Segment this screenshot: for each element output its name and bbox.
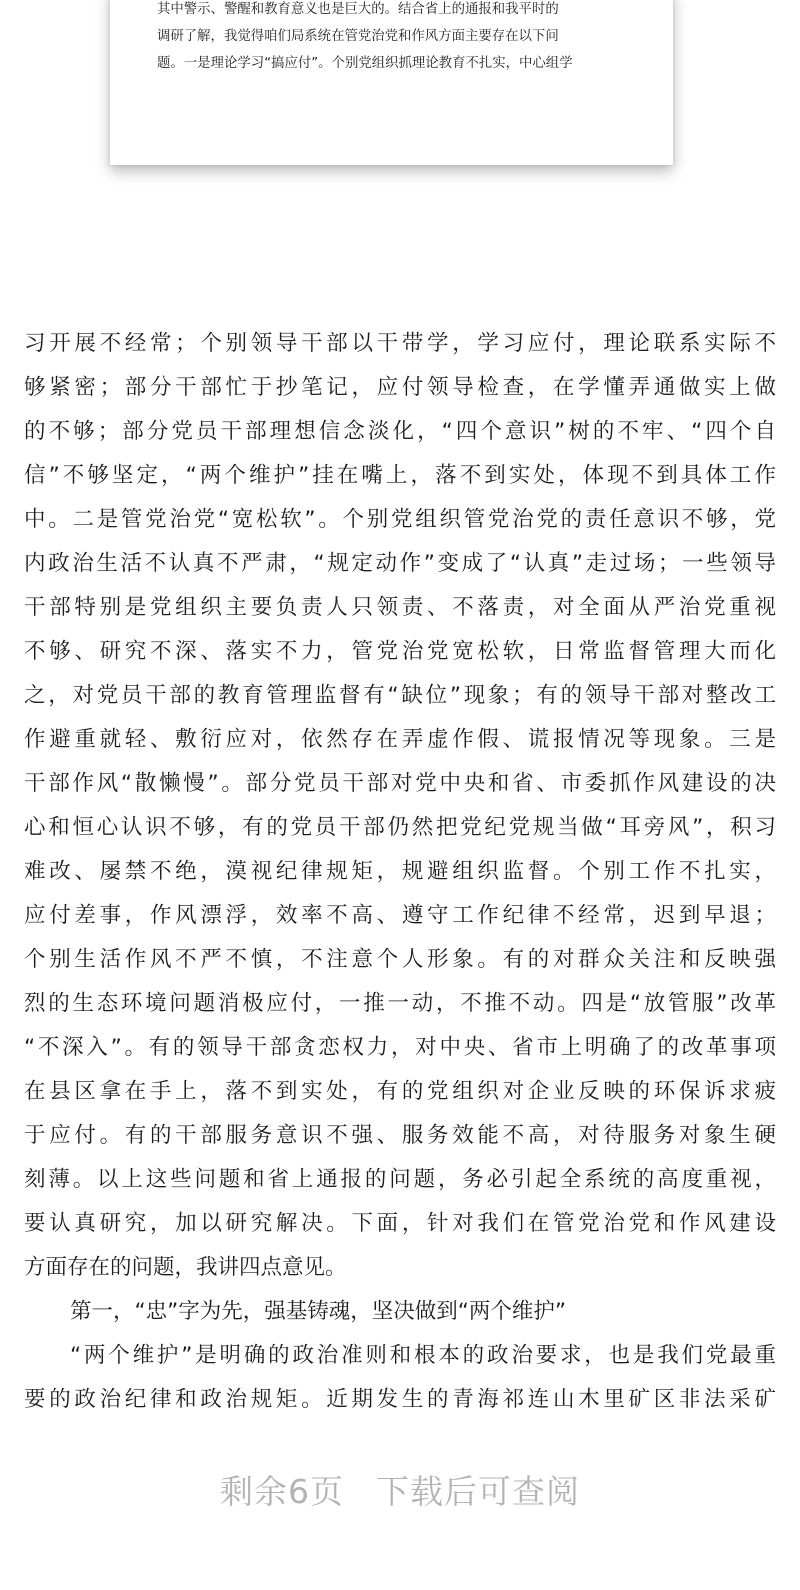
body-line: 在县区拿在手上，落不到实处，有的党组织对企业反映的环保诉求疲 bbox=[24, 1079, 776, 1104]
body-line: 刻薄。以上这些问题和省上通报的问题，务必引起全系统的高度重视， bbox=[24, 1167, 776, 1192]
preview-page-card bbox=[110, 0, 673, 165]
preview-line: 其中警示、警醒和教育意义也是巨大的。结合省上的通报和我平时的 bbox=[157, 2, 559, 17]
body-line: 于应付。有的干部服务意识不强、服务效能不高，对待服务对象生硬 bbox=[24, 1123, 776, 1148]
body-line: 应付差事，作风漂浮，效率不高、遵守工作纪律不经常，迟到早退； bbox=[24, 903, 776, 928]
body-line: 要的政治纪律和政治规矩。近期发生的青海祁连山木里矿区非法采矿 bbox=[24, 1387, 776, 1412]
preview-line: 题。一是理论学习“搞应付”。个别党组织抓理论教育不扎实，中心组学 bbox=[157, 56, 573, 71]
body-line: 内政治生活不认真不严肃，“规定动作”变成了“认真”走过场；一些领导 bbox=[24, 551, 776, 576]
body-line: “不深入”。有的领导干部贪恋权力，对中央、省市上明确了的改革事项 bbox=[24, 1035, 776, 1060]
body-line: 方面存在的问题，我讲四点意见。 bbox=[24, 1255, 347, 1280]
body-line: 干部作风“散懒慢”。部分党员干部对党中央和省、市委抓作风建设的决 bbox=[24, 771, 776, 796]
body-line: 个别生活作风不严不慎，不注意个人形象。有的对群众关注和反映强 bbox=[24, 947, 776, 972]
body-line: 不够、研究不深、落实不力，管党治党宽松软，日常监督管理大而化 bbox=[24, 639, 776, 664]
section-heading: 第一，“忠”字为先，强基铸魂，坚决做到“两个维护” bbox=[70, 1299, 567, 1324]
preview-text bbox=[157, 0, 637, 77]
body-line: 心和恒心认识不够，有的党员干部仍然把党纪党规当做“耳旁风”，积习 bbox=[24, 815, 776, 840]
body-line: “两个维护”是明确的政治准则和根本的政治要求，也是我们党最重 bbox=[70, 1343, 776, 1368]
body-line: 之，对党员干部的教育管理监督有“缺位”现象；有的领导干部对整改工 bbox=[24, 683, 776, 708]
body-line: 要认真研究，加以研究解决。下面，针对我们在管党治党和作风建设 bbox=[24, 1211, 776, 1236]
body-line: 烈的生态环境问题消极应付，一推一动，不推不动。四是“放管服”改革 bbox=[24, 991, 776, 1016]
preview-line: 调研了解，我觉得咱们局系统在管党治党和作风方面主要存在以下问 bbox=[157, 29, 559, 44]
remaining-pages-count: 剩余6页 bbox=[220, 1472, 344, 1511]
document-body bbox=[24, 322, 776, 1422]
body-line: 习开展不经常；个别领导干部以干带学，学习应付，理论联系实际不 bbox=[24, 331, 776, 356]
remaining-pages-notice[interactable] bbox=[0, 1466, 800, 1513]
body-line: 的不够；部分党员干部理想信念淡化，“四个意识”树的不牢、“四个自 bbox=[24, 419, 776, 444]
download-hint: 下载后可查阅 bbox=[376, 1472, 580, 1511]
body-line: 难改、屡禁不绝，漠视纪律规矩，规避组织监督。个别工作不扎实， bbox=[24, 859, 776, 884]
body-line: 中。二是管党治党“宽松软”。个别党组织管党治党的责任意识不够，党 bbox=[24, 507, 776, 532]
body-line: 作避重就轻、敷衍应对，依然存在弄虚作假、谎报情况等现象。三是 bbox=[24, 727, 776, 752]
body-line: 干部特别是党组织主要负责人只领责、不落责，对全面从严治党重视 bbox=[24, 595, 776, 620]
body-line: 信”不够坚定，“两个维护”挂在嘴上，落不到实处，体现不到具体工作 bbox=[24, 463, 776, 488]
body-line: 够紧密；部分干部忙于抄笔记，应付领导检查，在学懂弄通做实上做 bbox=[24, 375, 776, 400]
